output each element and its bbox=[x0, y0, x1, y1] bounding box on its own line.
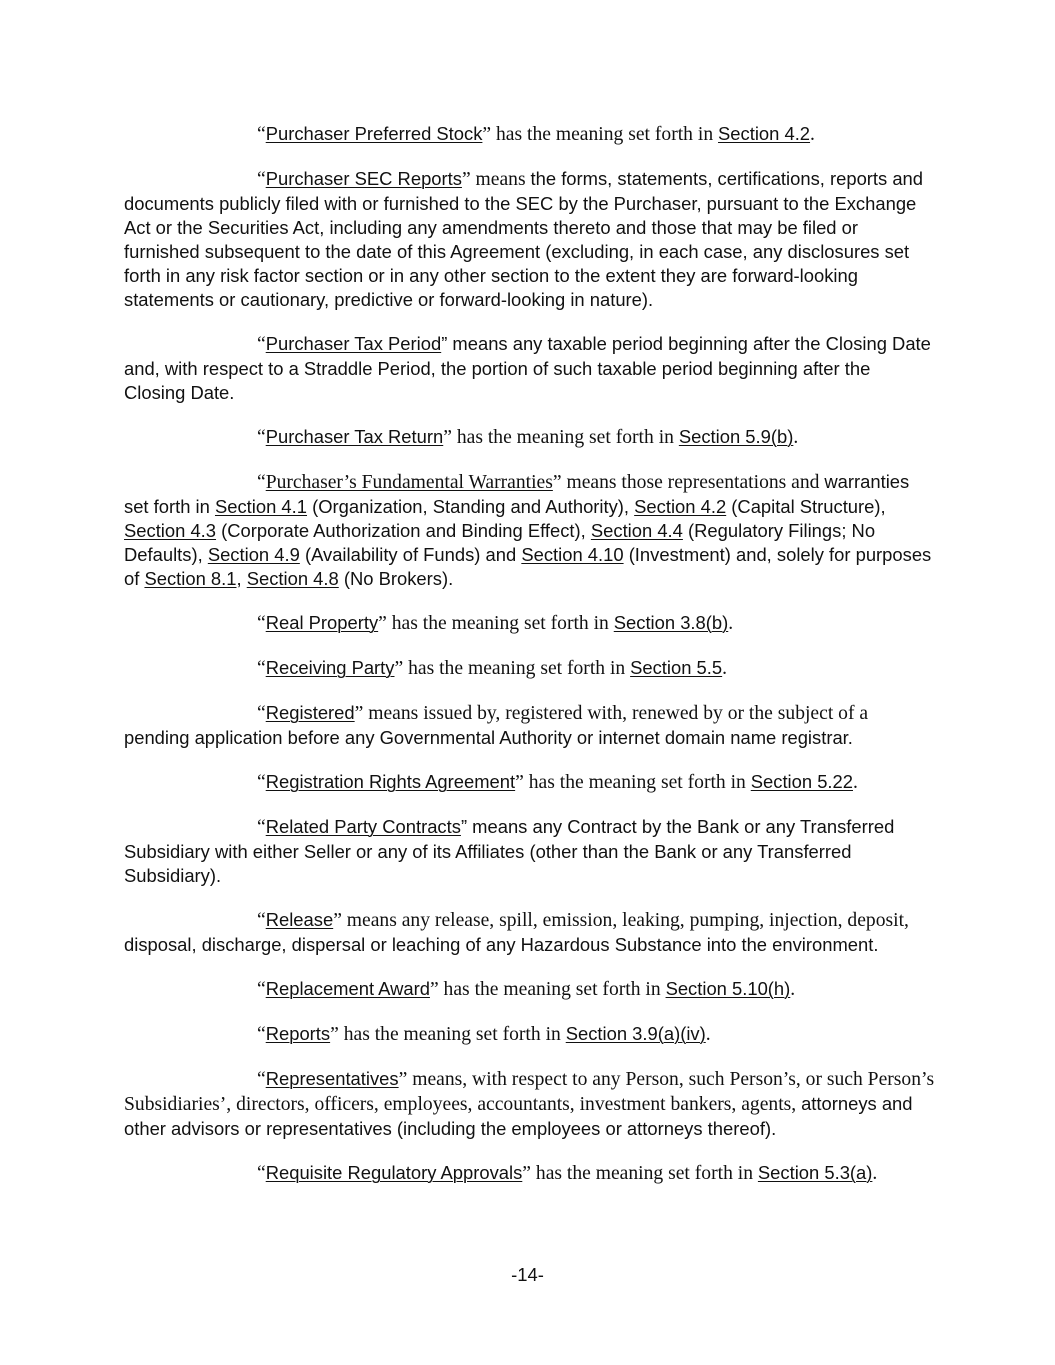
defined-term: Registration Rights Agreement bbox=[265, 771, 516, 792]
defined-term: Reports bbox=[265, 1023, 331, 1044]
definition-real-property: “Real Property” has the meaning set forth in Section 3.8(b). bbox=[257, 612, 734, 634]
defined-term: Requisite Regulatory Approvals bbox=[265, 1162, 523, 1183]
definition-related-party-contracts: “Related Party Contracts” means any Contract by the Bank or any Transferred Subsidiary with either Seller or any of its Affiliates (other than the Bank or any Transferred Subsidiary). bbox=[124, 816, 895, 886]
defined-term: Replacement Award bbox=[265, 978, 430, 999]
page-number: -14- bbox=[511, 1264, 544, 1285]
definition-receiving-party: “Receiving Party” has the meaning set forth in Section 5.5. bbox=[257, 657, 728, 679]
section-reference: Section 4.1 bbox=[214, 496, 308, 517]
section-reference: Section 4.2 bbox=[718, 123, 811, 144]
defined-term: Purchaser Preferred Stock bbox=[265, 123, 483, 144]
section-reference: Section 4.3 bbox=[124, 520, 217, 541]
defined-term: Release bbox=[265, 909, 334, 930]
section-reference: Section 3.8(b) bbox=[613, 612, 729, 633]
section-reference: Section 4.9 bbox=[207, 544, 300, 565]
section-reference: Section 4.10 bbox=[521, 544, 624, 565]
definition-registration-rights-agreement: “Registration Rights Agreement” has the meaning set forth in Section 5.22. bbox=[257, 771, 858, 793]
definition-purchaser-preferred-stock: “Purchaser Preferred Stock” has the meaning set forth in Section 4.2. bbox=[257, 123, 815, 145]
section-reference: Section 5.22 bbox=[750, 771, 853, 792]
definition-registered: “Registered” means issued by, registered with, renewed by or the subject of a pending application before any Governmental Authority or internet domain name registrar. bbox=[124, 702, 869, 748]
definition-purchasers-fundamental-warranties: “Purchaser’s Fundamental Warranties” means those representations and warranties set forth in Section 4.1 (Organization, Standing and Authority), Section 4.2 (Capital Structure), Section 4.3 (Corporate Authorization and Binding Effect), Section 4.4 (Regulatory Filings; No Defaults), Section 4.9 (Availability of Funds) and Section 4.10 (Investment) and, solely for purposes of Section 8.1, Section 4.8 (No Brokers). bbox=[124, 471, 932, 589]
definition-purchaser-tax-period: “Purchaser Tax Period” means any taxable period beginning after the Closing Date and, with respect to a Straddle Period, the portion of such taxable period beginning after the Closing Date. bbox=[124, 333, 931, 403]
section-reference: Section 3.9(a)(iv) bbox=[565, 1023, 706, 1044]
section-reference: Section 5.9(b) bbox=[678, 426, 794, 447]
section-reference: Section 4.4 bbox=[590, 520, 683, 541]
defined-term: Purchaser Tax Return bbox=[265, 426, 444, 447]
definition-requisite-regulatory-approvals: “Requisite Regulatory Approvals” has the meaning set forth in Section 5.3(a). bbox=[257, 1162, 878, 1184]
defined-term: Purchaser Tax Period bbox=[265, 333, 442, 354]
section-reference: Section 4.8 bbox=[246, 568, 339, 589]
definition-replacement-award: “Replacement Award” has the meaning set forth in Section 5.10(h). bbox=[257, 978, 796, 1000]
definition-release: “Release” means any release, spill, emission, leaking, pumping, injection, deposit, disposal, discharge, dispersal or leaching of any Hazardous Substance into the environment. bbox=[124, 909, 909, 955]
defined-term: Related Party Contracts bbox=[265, 816, 461, 837]
definition-purchaser-sec-reports: “Purchaser SEC Reports” means the forms, statements, certifications, reports and documents publicly filed with or furnished to the SEC by the Purchaser, pursuant to the Exchange Act or the Securities Act, including any amendments thereto and those that may be filed or furnished subsequent to the date of this Agreement (excluding, in each case, any disclosures set forth in any risk factor section or in any other section to the extent they are forward-looking statements or cautionary, predictive or forward-looking in nature). bbox=[124, 168, 924, 310]
section-reference: Section 5.5 bbox=[630, 657, 723, 678]
defined-term: Representatives bbox=[265, 1068, 399, 1089]
defined-term: Registered bbox=[265, 702, 355, 723]
definition-reports: “Reports” has the meaning set forth in Section 3.9(a)(iv). bbox=[257, 1023, 711, 1045]
definitions-list bbox=[124, 122, 936, 1206]
definition-representatives: “Representatives” means, with respect to any Person, such Person’s, or such Person’s Subsidiaries’, directors, officers, employees, accountants, investment bankers, agents, attorneys and other advisors or representatives (including the employees or attorneys thereof). bbox=[124, 1068, 935, 1139]
section-reference: Section 5.10(h) bbox=[665, 978, 791, 999]
section-reference: Section 8.1 bbox=[144, 568, 237, 589]
definition-purchaser-tax-return: “Purchaser Tax Return” has the meaning set forth in Section 5.9(b). bbox=[257, 426, 799, 448]
defined-term: Purchaser’s Fundamental Warranties bbox=[265, 472, 553, 493]
section-reference: Section 5.3(a) bbox=[757, 1162, 873, 1183]
section-reference: Section 4.2 bbox=[634, 496, 727, 517]
defined-term: Real Property bbox=[265, 612, 379, 633]
defined-term: Receiving Party bbox=[265, 657, 395, 678]
defined-term: Purchaser SEC Reports bbox=[265, 168, 462, 189]
